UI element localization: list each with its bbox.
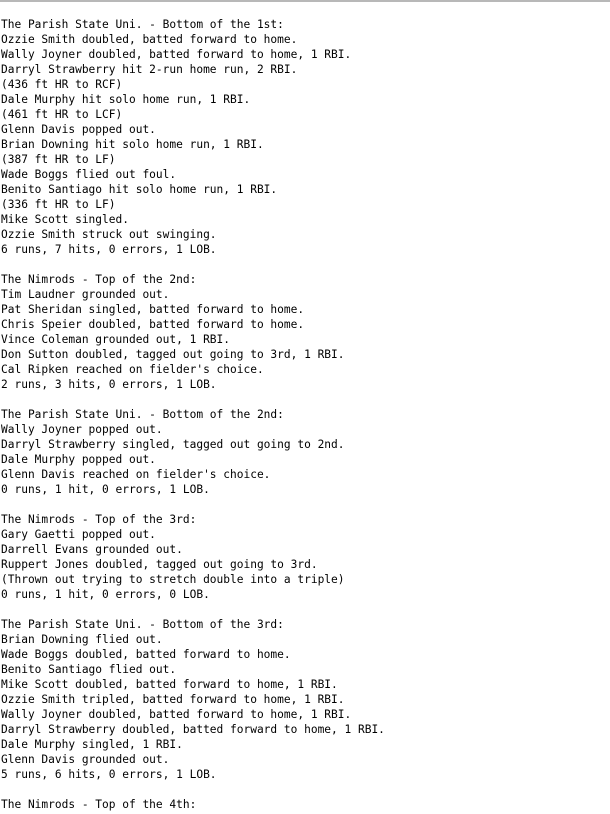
play-note: (336 ft HR to LF) (1, 198, 116, 211)
play-line: Darryl Strawberry doubled, batted forward to home, 1 RBI. (1, 723, 385, 736)
play-line: Darrell Evans grounded out. (1, 543, 183, 556)
inning-header: The Nimrods - Top of the 4th: (1, 798, 197, 811)
play-line: Wade Boggs doubled, batted forward to home. (1, 648, 291, 661)
inning-section (1, 272, 610, 392)
inning-header: The Parish State Uni. - Bottom of the 1st: (1, 18, 284, 31)
play-note: (387 ft HR to LF) (1, 153, 116, 166)
inning-section (1, 407, 610, 497)
play-line: Gary Gaetti popped out. (1, 528, 156, 541)
play-line: Chris Speier doubled, batted forward to home. (1, 318, 305, 331)
play-line: Tim Laudner grounded out. (1, 288, 170, 301)
play-line: Dale Murphy popped out. (1, 453, 156, 466)
play-line: Wally Joyner doubled, batted forward to home, 1 RBI. (1, 708, 352, 721)
play-line: Ruppert Jones doubled, tagged out going to 3rd. (1, 558, 318, 571)
play-line: Darryl Strawberry hit 2-run home run, 2 RBI. (1, 63, 298, 76)
play-line: Brian Downing hit solo home run, 1 RBI. (1, 138, 264, 151)
play-line: Mike Scott doubled, batted forward to home, 1 RBI. (1, 678, 338, 691)
play-line: Benito Santiago flied out. (1, 663, 177, 676)
play-line: Pat Sheridan singled, batted forward to home. (1, 303, 305, 316)
inning-summary: 5 runs, 6 hits, 0 errors, 1 LOB. (1, 768, 217, 781)
play-line: Wally Joyner doubled, batted forward to home, 1 RBI. (1, 48, 352, 61)
play-line: Glenn Davis popped out. (1, 123, 156, 136)
play-line: Mike Scott singled. (1, 213, 129, 226)
play-line: Glenn Davis reached on fielder's choice. (1, 468, 271, 481)
play-line: Wade Boggs flied out foul. (1, 168, 177, 181)
play-note: (436 ft HR to RCF) (1, 78, 123, 91)
inning-section (1, 797, 610, 812)
inning-header: The Parish State Uni. - Bottom of the 3rd: (1, 618, 284, 631)
play-line: Wally Joyner popped out. (1, 423, 163, 436)
inning-section (1, 512, 610, 602)
play-line: Benito Santiago hit solo home run, 1 RBI. (1, 183, 278, 196)
play-line: Vince Coleman grounded out, 1 RBI. (1, 333, 231, 346)
inning-header: The Nimrods - Top of the 3rd: (1, 513, 197, 526)
play-line: Ozzie Smith tripled, batted forward to home, 1 RBI. (1, 693, 345, 706)
play-line: Glenn Davis grounded out. (1, 753, 170, 766)
inning-header: The Nimrods - Top of the 2nd: (1, 273, 197, 286)
play-note: (Thrown out trying to stretch double into a triple) (1, 573, 345, 586)
inning-header: The Parish State Uni. - Bottom of the 2nd: (1, 408, 284, 421)
inning-summary: 2 runs, 3 hits, 0 errors, 1 LOB. (1, 378, 217, 391)
play-line: Darryl Strawberry singled, tagged out going to 2nd. (1, 438, 345, 451)
play-by-play-log (0, 2, 610, 812)
play-line: Dale Murphy hit solo home run, 1 RBI. (1, 93, 251, 106)
play-line: Cal Ripken reached on fielder's choice. (1, 363, 264, 376)
play-line: Don Sutton doubled, tagged out going to 3rd, 1 RBI. (1, 348, 345, 361)
play-line: Dale Murphy singled, 1 RBI. (1, 738, 183, 751)
play-note: (461 ft HR to LCF) (1, 108, 123, 121)
play-line: Ozzie Smith struck out swinging. (1, 228, 217, 241)
inning-summary: 6 runs, 7 hits, 0 errors, 1 LOB. (1, 243, 217, 256)
inning-section (1, 617, 610, 782)
inning-section (1, 17, 610, 257)
inning-summary: 0 runs, 1 hit, 0 errors, 1 LOB. (1, 483, 210, 496)
play-line: Brian Downing flied out. (1, 633, 163, 646)
inning-summary: 0 runs, 1 hit, 0 errors, 0 LOB. (1, 588, 210, 601)
play-line: Ozzie Smith doubled, batted forward to home. (1, 33, 298, 46)
